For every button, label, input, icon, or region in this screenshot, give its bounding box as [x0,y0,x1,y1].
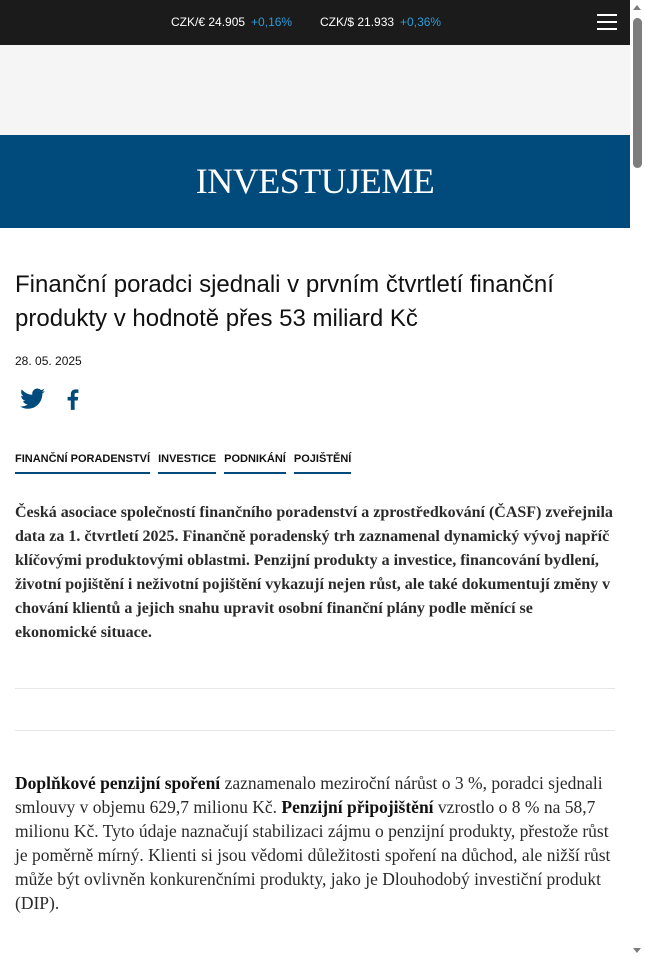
article-tags [15,447,359,471]
ad-slot [0,45,630,135]
currency-ticker [0,0,630,45]
brand-banner [0,135,630,228]
ticker-usd-change: +0,36% [400,15,442,29]
site-logo[interactable]: INVESTUJEME [195,161,435,201]
article-lead: Česká asociace společností finančního poradenství a zprostředkování (ČASF) zveřejnila data za 1. čtvrtletí 2025. Finančně poradenský trh zaznamenal dynamický vývoj napříč klíčovými produktovými oblastmi. Penzijní produkty a investice, financování bydlení, životní pojištění i neživotní pojištění vykazují nejen růst, ale také dokumentují změny v chování klientů a jejich snahu upravit osobní finanční plány podle měnící se ekonomické situace. [15,504,613,641]
tag-investice[interactable]: INVESTICE [158,453,216,474]
twitter-icon[interactable] [20,386,46,412]
vertical-scrollbar[interactable] [630,0,645,961]
bold-term: Doplňkové penzijní spoření [15,773,221,793]
paragraph-text: vzrostlo o 8 % na 58,7 milionu Kč. Tyto údaje naznačují stabilizaci zájmu o penzijní produkty, přestože růst je poměrně mírný. Klienti si jsou vědomi důležitosti spoření na důchod, ale nižší růst může být ovlivněn konkurenčními produkty, jako je Dlouhodobý investiční produkt (DIP). [15,797,611,913]
scroll-thumb[interactable] [633,18,642,168]
tag-financni-poradenstvi[interactable]: FINANČNÍ PORADENSTVÍ [15,453,150,474]
divider [15,730,615,731]
scroll-up-arrow-icon[interactable] [633,5,641,10]
paragraph-text: zaznamenalo meziroční nárůst o 3 %, poradci sjednali smlouvy v objemu 629,7 milionu Kč. [15,773,603,817]
article-date: 28. 05. 2025 [15,354,82,368]
hamburger-menu-icon[interactable] [597,14,617,31]
divider [15,688,615,689]
article-paragraph [15,771,620,915]
tag-pojisteni[interactable]: POJIŠTĚNÍ [294,453,351,474]
tag-podnikani[interactable]: PODNIKÁNÍ [224,453,286,474]
ticker-usd-rate: CZK/$ 21.933 [320,15,395,29]
ticker-eur-rate: CZK/€ 24.905 [171,15,246,29]
bold-term: Penzijní připojištění [281,797,434,817]
ticker-item-eur[interactable] [171,15,292,30]
article-headline: Finanční poradci sjednali v prvním čtvrtletí finanční produkty v hodnotě přes 53 miliard Kč [15,271,554,332]
facebook-icon[interactable] [60,386,86,412]
ticker-eur-change: +0,16% [251,15,293,29]
scroll-down-arrow-icon[interactable] [633,948,641,953]
ticker-item-usd[interactable] [320,15,441,30]
